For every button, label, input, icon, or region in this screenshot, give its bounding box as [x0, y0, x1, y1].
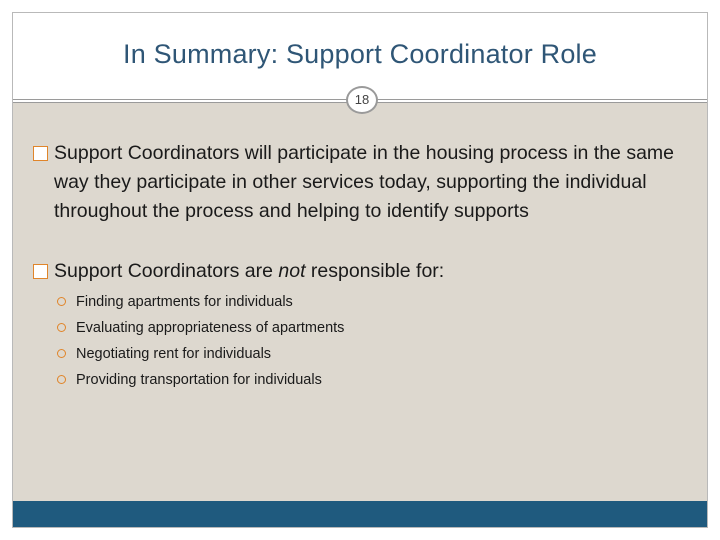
bullet-text-emphasis: not	[278, 260, 306, 282]
circle-bullet-icon	[57, 297, 66, 306]
slide-title: In Summary: Support Coordinator Role	[123, 39, 597, 69]
sub-bullet-text: Finding apartments for individuals	[76, 294, 293, 310]
page-number-badge: 18	[346, 86, 378, 114]
sub-bullet-item	[57, 341, 344, 367]
circle-bullet-icon	[57, 349, 66, 358]
square-bullet-icon	[33, 264, 48, 279]
bullet-text: Support Coordinators will participate in the housing process in the same way they participate in other services today, supporting the individual throughout the process and helping to identify supports	[54, 142, 675, 222]
bullet-item	[33, 257, 683, 286]
bullet-item	[33, 139, 683, 226]
sub-bullet-list	[57, 289, 344, 393]
circle-bullet-icon	[57, 375, 66, 384]
footer-bar	[13, 501, 707, 527]
sub-bullet-item	[57, 367, 344, 393]
sub-bullet-text: Providing transportation for individuals	[76, 372, 322, 388]
content-area	[13, 103, 707, 501]
slide	[12, 12, 708, 528]
sub-bullet-text: Evaluating appropriateness of apartments	[76, 320, 345, 336]
sub-bullet-item	[57, 289, 344, 315]
square-bullet-icon	[33, 146, 48, 161]
bullet-text-start: Support Coordinators are	[54, 260, 279, 282]
bullet-text-end: responsible for:	[305, 260, 445, 282]
sub-bullet-item	[57, 315, 344, 341]
circle-bullet-icon	[57, 323, 66, 332]
bullet-text	[33, 257, 683, 286]
sub-bullet-text: Negotiating rent for individuals	[76, 346, 272, 362]
